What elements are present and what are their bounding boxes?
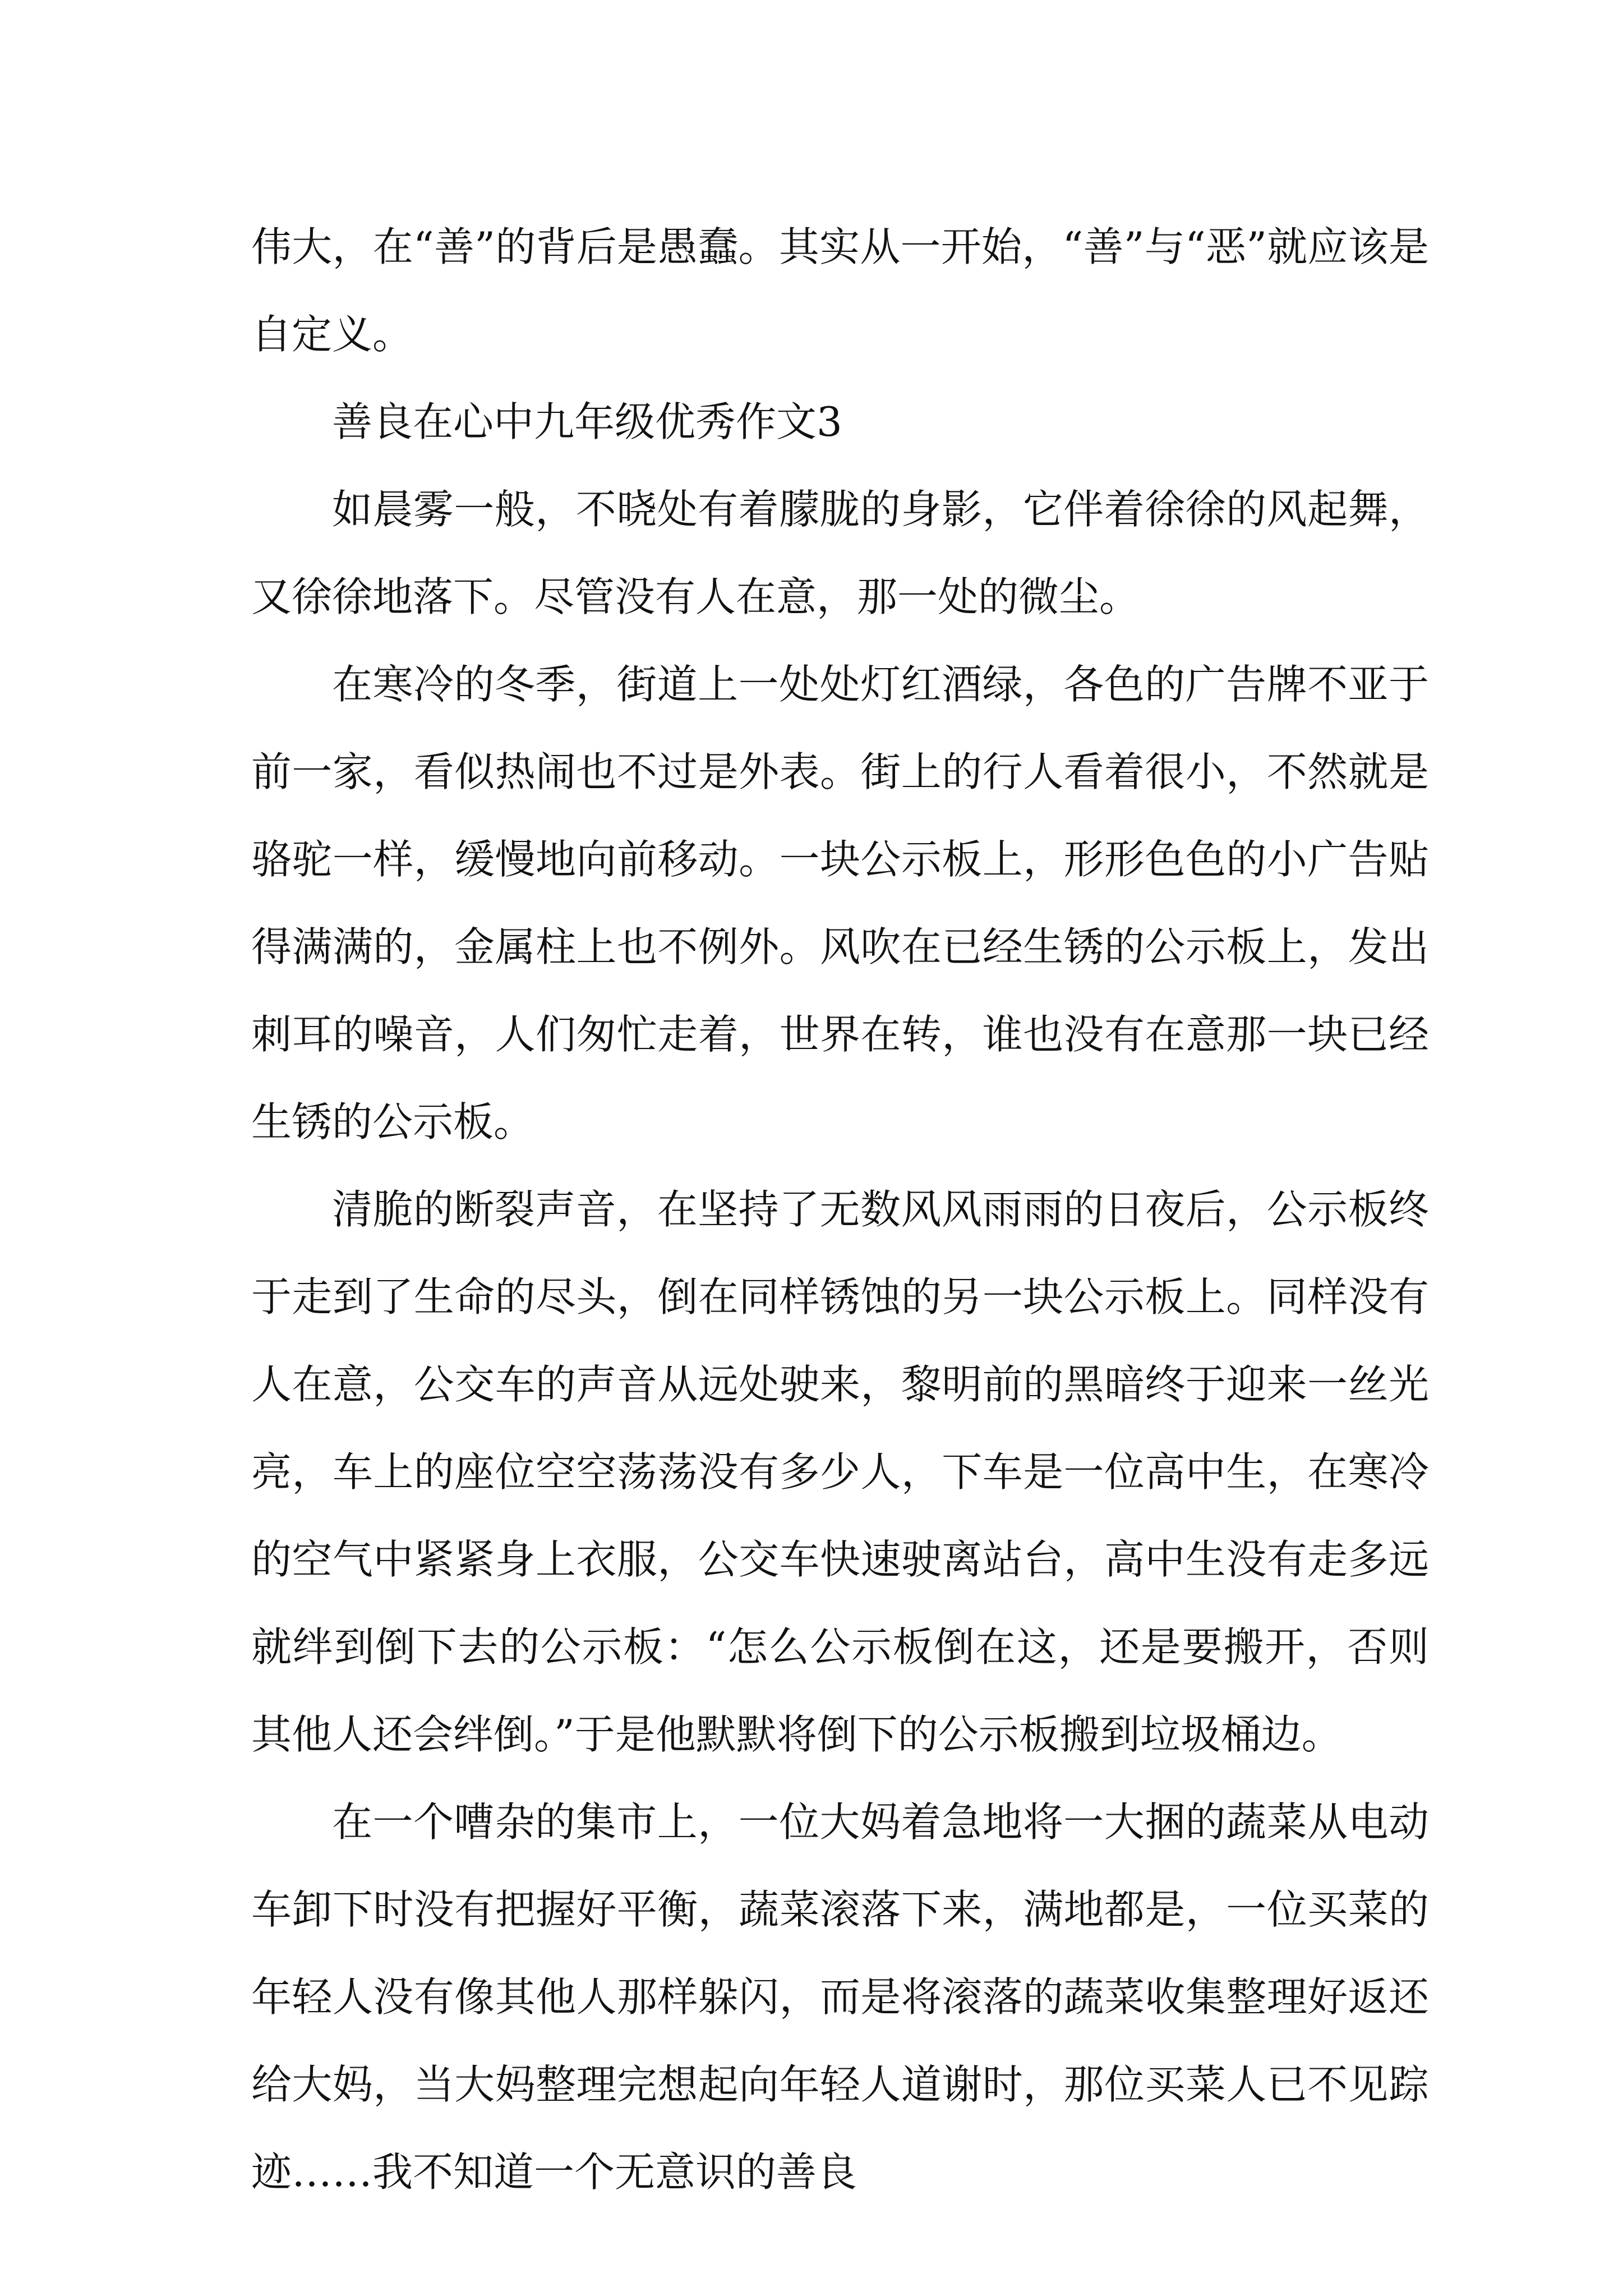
paragraph-5: 在一个嘈杂的集市上，一位大妈着急地将一大捆的蔬菜从电动车卸下时没有把握好平衡，蔬菜滚落下来，满地都是，一位买菜的年轻人没有像其他人那样躲闪，而是将滚落的蔬菜收集整理好返还给大妈，当大妈整理完想起向年轻人道谢时，那位买菜人已不见踪迹……我不知道一个无意识的善良 <box>251 1798 1429 2196</box>
paragraph-4: 清脆的断裂声音，在坚持了无数风风雨雨的日夜后，公示板终于走到了生命的尽头，倒在同样锈蚀的另一块公示板上。同样没有人在意，公交车的声音从远处驶来，黎明前的黑暗终于迎来一丝光亮，车上的座位空空荡荡没有多少人，下车是一位高中生，在寒冷的空气中紧紧身上衣服，公交车快速驶离站台，高中生没有走多远就绊到倒下去的公示板：“怎么公示板倒在这，还是要搬开，否则其他人还会绊倒。”于是他默默将倒下的公示板搬到垃圾桶边。 <box>251 1186 1429 1758</box>
paragraph-1: 伟大，在“善”的背后是愚蠢。其实从一开始，“善”与“恶”就应该是自定义。 <box>251 223 1429 358</box>
essay-title: 善良在心中九年级优秀作文3 <box>332 398 842 445</box>
paragraph-3: 在寒冷的冬季，街道上一处处灯红酒绿，各色的广告牌不亚于前一家，看似热闹也不过是外表。街上的行人看着很小，不然就是骆驼一样，缓慢地向前移动。一块公示板上，形形色色的小广告贴得满满的，金属柱上也不例外。风吹在已经生锈的公示板上，发出刺耳的噪音，人们匆忙走着，世界在转，谁也没有在意那一块已经生锈的公示板。 <box>251 661 1429 1145</box>
document-body <box>251 203 1429 2216</box>
paragraph-2: 如晨雾一般，不晓处有着朦胧的身影，它伴着徐徐的风起舞，又徐徐地落下。尽管没有人在意，那一处的微尘。 <box>251 486 1429 620</box>
